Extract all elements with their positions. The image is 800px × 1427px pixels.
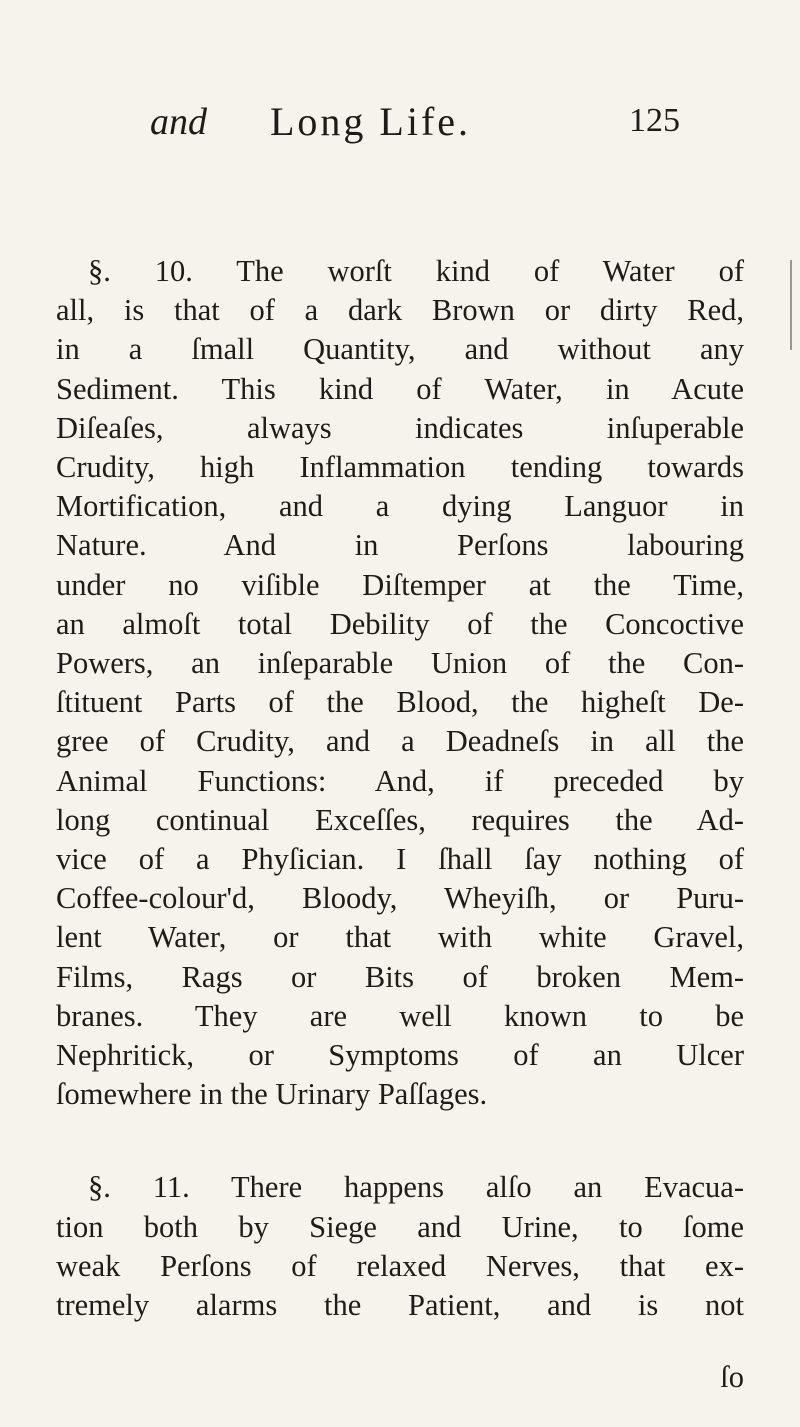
text-line: tremely alarms the Patient, and is not xyxy=(56,1288,744,1323)
text-line: long continual Exceſſes, requires the Ad- xyxy=(56,802,744,837)
text-line: Nature. And in Perſons labouring xyxy=(56,528,744,563)
text-line: branes. They are well known to be xyxy=(56,998,744,1033)
text-line: §. 11. There happens alſo an Evacua- xyxy=(88,1170,744,1205)
text-line: Crudity, high Inflammation tending towards xyxy=(56,450,744,485)
text-line: in a ſmall Quantity, and without any xyxy=(56,332,744,367)
body-text xyxy=(56,252,744,1325)
text-line: Animal Functions: And, if preceded by xyxy=(56,763,744,798)
text-line: Sediment. This kind of Water, in Acute xyxy=(56,371,744,406)
text-line: Mortification, and a dying Languor in xyxy=(56,489,744,524)
header-title: Long Life. xyxy=(270,99,472,144)
header-conjunction: and xyxy=(150,101,207,143)
text-line: weak Perſons of relaxed Nerves, that ex- xyxy=(56,1248,744,1283)
text-line: ſtituent Parts of the Blood, the higheſt De- xyxy=(56,685,744,720)
text-line: tion both by Siege and Urine, to ſome xyxy=(56,1209,744,1244)
text-line: an almoſt total Debility of the Concoctive xyxy=(56,606,744,641)
text-line: all, is that of a dark Brown or dirty Red, xyxy=(56,293,744,328)
text-line: Powers, an inſeparable Union of the Con- xyxy=(56,646,744,681)
page-number: 125 xyxy=(629,102,680,139)
text-line: under no viſible Diſtemper at the Time, xyxy=(56,567,744,602)
text-line: §. 10. The worſt kind of Water of xyxy=(88,254,744,288)
text-line: ſomewhere in the Urinary Paſſages. xyxy=(56,1077,488,1112)
text-line: Coffee-colour'd, Bloody, Wheyiſh, or Puru- xyxy=(56,881,744,916)
page-edge-mark xyxy=(790,260,792,350)
paragraph-gap xyxy=(56,1114,744,1168)
text-line: lent Water, or that with white Gravel, xyxy=(56,920,744,955)
text-line: gree of Crudity, and a Deadneſs in all the xyxy=(56,724,744,759)
text-line: Diſeaſes, always indicates inſuperable xyxy=(56,410,744,445)
catchword: ſo xyxy=(720,1360,744,1394)
text-line: Nephritick, or Symptoms of an Ulcer xyxy=(56,1038,744,1073)
text-line: Films, Rags or Bits of broken Mem- xyxy=(56,959,744,994)
paragraph-10 xyxy=(56,252,744,1114)
running-header xyxy=(150,92,680,152)
paragraph-11 xyxy=(56,1168,744,1325)
text-line: vice of a Phyſician. I ſhall ſay nothing of xyxy=(56,842,744,877)
